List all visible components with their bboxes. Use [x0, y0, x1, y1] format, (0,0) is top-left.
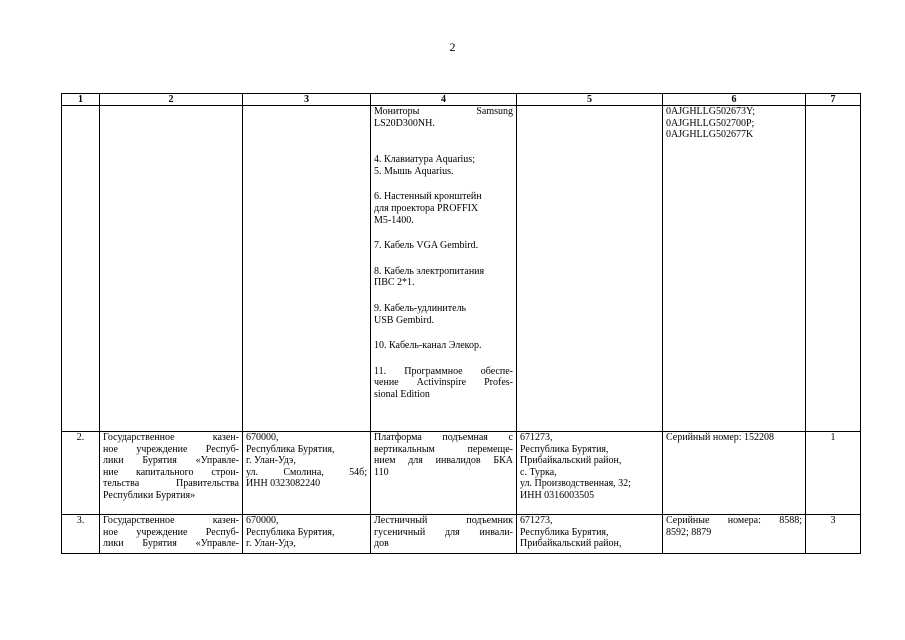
owner-text: Государственное казен-: [103, 432, 239, 443]
equipment-item-group: [374, 266, 513, 289]
cell-quantity: [806, 106, 861, 432]
equipment-item: 9. Кабель-удлинитель: [374, 302, 467, 314]
address-text: с. Турка,: [520, 466, 557, 478]
equipment-text: Платформа подъемная с: [374, 432, 513, 443]
page-number: 2: [449, 40, 456, 54]
owner-text: лики Бурятия «Управле-: [103, 538, 239, 550]
table-row: [62, 432, 861, 515]
address-text: ул. Производственная, 32;: [520, 478, 631, 490]
cell-owner: [100, 432, 243, 515]
address-text: Республика Бурятия,: [520, 526, 609, 538]
equipment-item-group: [374, 366, 513, 401]
address-text: Республика Бурятия,: [520, 443, 609, 455]
address-text: 671273,: [520, 515, 553, 526]
address-text: Прибайкальский район,: [520, 538, 622, 550]
serial-number: 0AJGHLLG502700P;: [666, 117, 755, 129]
column-number-row: [62, 94, 861, 106]
cell-serial: [663, 515, 806, 554]
cell-owner-address: [243, 515, 371, 554]
table-row: [62, 515, 861, 554]
equipment-item: 5. Мышь Aquarius.: [374, 165, 454, 177]
equipment-item: 8. Кабель электропитания: [374, 265, 485, 277]
cell-num: 3.: [62, 515, 100, 554]
cell-equipment: [371, 515, 517, 554]
cell-serial: [663, 106, 806, 432]
cell-owner-address: [243, 106, 371, 432]
cell-num: 2.: [62, 432, 100, 515]
equipment-item: 11. Программное обеспе-: [374, 365, 513, 377]
address-text: Республика Бурятия,: [246, 526, 335, 538]
column-header-7: 7: [806, 94, 861, 106]
equipment-text: LS20D300NH.: [374, 117, 435, 129]
column-header-2: 2: [100, 94, 243, 106]
equipment-item-group: [374, 303, 513, 326]
column-header-4: 4: [371, 94, 517, 106]
equipment-text: Лестничный подъемник: [374, 515, 513, 526]
cell-serial: Серийный номер: 152208: [663, 432, 806, 515]
cell-install-address: [517, 432, 663, 515]
equipment-text: вертикальным перемеще-: [374, 443, 513, 455]
address-text: ул. Смолина, 54б;: [246, 466, 367, 478]
cell-install-address: [517, 106, 663, 432]
address-text: г. Улан-Удэ,: [246, 538, 296, 550]
owner-text: Республики Бурятия»: [103, 489, 196, 501]
cell-owner: [100, 515, 243, 554]
equipment-item: для проектора PROFFIX: [374, 202, 479, 214]
equipment-text: Samsung: [476, 106, 513, 117]
cell-owner-address: [243, 432, 371, 515]
equipment-text: дов: [374, 538, 389, 550]
cell-install-address: [517, 515, 663, 554]
column-header-5: 5: [517, 94, 663, 106]
address-text: 670000,: [246, 432, 279, 443]
column-header-3: 3: [243, 94, 371, 106]
equipment-item: 6. Настенный кронштейн: [374, 191, 482, 203]
serial-number: 0AJGHLLG502673Y;: [666, 106, 756, 117]
owner-text: Государственное казен-: [103, 515, 239, 526]
serial-number: 8592; 8879: [666, 526, 712, 538]
cell-equipment: [371, 432, 517, 515]
equipment-item: ПВС 2*1.: [374, 277, 415, 289]
equipment-text: гусеничный для инвали-: [374, 526, 513, 538]
column-header-6: 6: [663, 94, 806, 106]
address-text: ИНН 0323082240: [246, 478, 321, 490]
cell-quantity: 3: [806, 515, 861, 554]
equipment-item-group: [374, 340, 513, 352]
serial-number: 0AJGHLLG502677K: [666, 129, 754, 141]
equipment-item: чение Activinspire Profes-: [374, 377, 513, 389]
cell-equipment: [371, 106, 517, 432]
address-text: г. Улан-Удэ,: [246, 455, 296, 467]
equipment-item: 7. Кабель VGA Gembird.: [374, 240, 479, 252]
address-text: Республика Бурятия,: [246, 443, 335, 455]
owner-text: лики Бурятия «Управле-: [103, 455, 239, 467]
cell-quantity: 1: [806, 432, 861, 515]
owner-text: ное учреждение Респуб-: [103, 526, 239, 538]
owner-text: ние капитального строи-: [103, 466, 239, 478]
equipment-item: M5-1400.: [374, 214, 414, 226]
serial-number: Серийные номера: 8588;: [666, 515, 802, 526]
column-header-1: 1: [62, 94, 100, 106]
cell-owner: [100, 106, 243, 432]
cell-num: [62, 106, 100, 432]
equipment-item: sional Edition: [374, 388, 430, 400]
equipment-item-group: [374, 240, 513, 252]
equipment-text: Мониторы: [374, 106, 420, 117]
equipment-item-group: [374, 191, 513, 226]
equipment-item: USB Gembird.: [374, 314, 434, 326]
address-text: 670000,: [246, 515, 279, 526]
owner-text: тельства Правительства: [103, 478, 239, 490]
address-text: ИНН 0316003505: [520, 489, 595, 501]
equipment-item: 10. Кабель-канал Элекор.: [374, 340, 482, 352]
address-text: 671273,: [520, 432, 553, 443]
owner-text: ное учреждение Респуб-: [103, 443, 239, 455]
equipment-table: [61, 93, 861, 554]
table-row-continued: [62, 106, 861, 432]
address-text: Прибайкальский район,: [520, 455, 622, 467]
equipment-item: 4. Клавиатура Aquarius;: [374, 154, 475, 166]
equipment-intro-line: [374, 106, 513, 118]
equipment-text: 110: [374, 466, 389, 478]
equipment-text: нием для инвалидов БКА: [374, 455, 513, 467]
equipment-item-group: [374, 154, 513, 177]
